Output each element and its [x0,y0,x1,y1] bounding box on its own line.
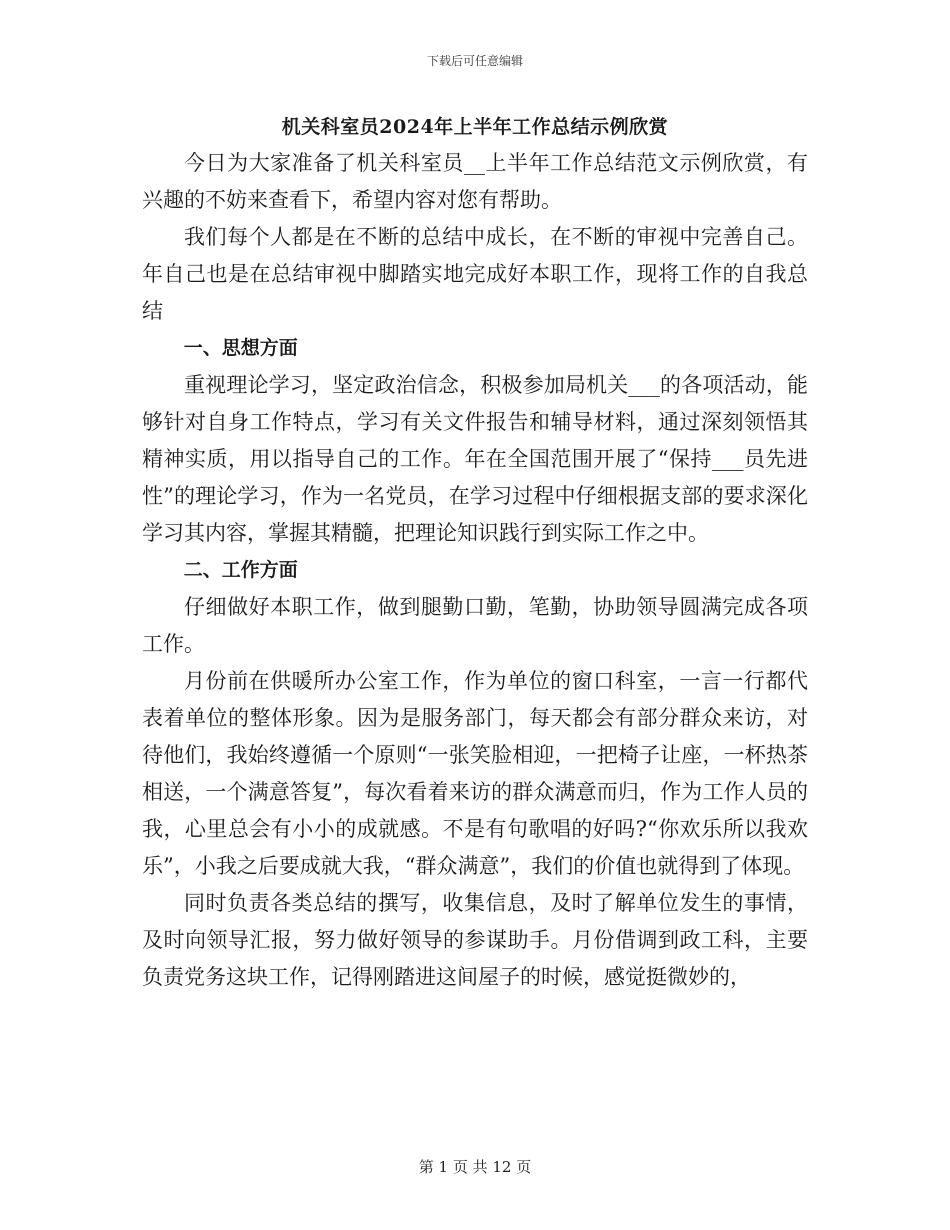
intro-paragraph: 今日为大家准备了机关科室员__上半年工作总结范文示例欣赏，有兴趣的不妨来查看下，希望内容对您有帮助。 [142,151,808,212]
section-heading: 二、工作方面 [183,559,298,581]
intro-paragraph: 我们每个人都是在不断的总结中成长，在不断的审视中完善自己。年自己也是在总结审视中脚踏实地完成好本职工作，现将工作的自我总结 [142,225,808,323]
section-paragraph: 仔细做好本职工作，做到腿勤口勤，笔勤，协助领导圆满完成各项工作。 [142,595,808,656]
section-paragraph: 月份前在供暖所办公室工作，作为单位的窗口科室，一言一行都代表着单位的整体形象。因为是服务部门，每天都会有部分群众来访，对待他们，我始终遵循一个原则“一张笑脸相迎，一把椅子让座，一杯热茶相送，一个满意答复”，每次看着来访的群众满意而归，作为工作人员的我，心里总会有小小的成就感。不是有句歌唱的好吗?“你欢乐所以我欢乐”，小我之后要成就大我，“群众满意”，我们的价值也就得到了体现。 [142,669,808,878]
section-heading: 一、思想方面 [183,337,298,359]
header-note: 下载后可任意编辑 [426,54,523,68]
section-paragraph: 同时负责各类总结的撰写，收集信息，及时了解单位发生的事情，及时向领导汇报，努力做好领导的参谋助手。月份借调到政工科，主要负责党务这块工作，记得刚踏进这间屋子的时候，感觉挺微妙的， [142,891,808,989]
section-paragraph: 重视理论学习，坚定政治信念，积极参加局机关___的各项活动，能够针对自身工作特点，学习有关文件报告和辅导材料，通过深刻领悟其精神实质，用以指导自己的工作。年在全国范围开展了“保持___员先进性”的理论学习，作为一名党员，在学习过程中仔细根据支部的要求深化学习其内容，掌握其精髓，把理论知识践行到实际工作之中。 [142,373,808,545]
page-footer: 第 1 页 共 12 页 [418,1158,532,1176]
document-body [142,109,808,996]
document-title: 机关科室员2024年上半年工作总结示例欣赏 [281,116,669,138]
